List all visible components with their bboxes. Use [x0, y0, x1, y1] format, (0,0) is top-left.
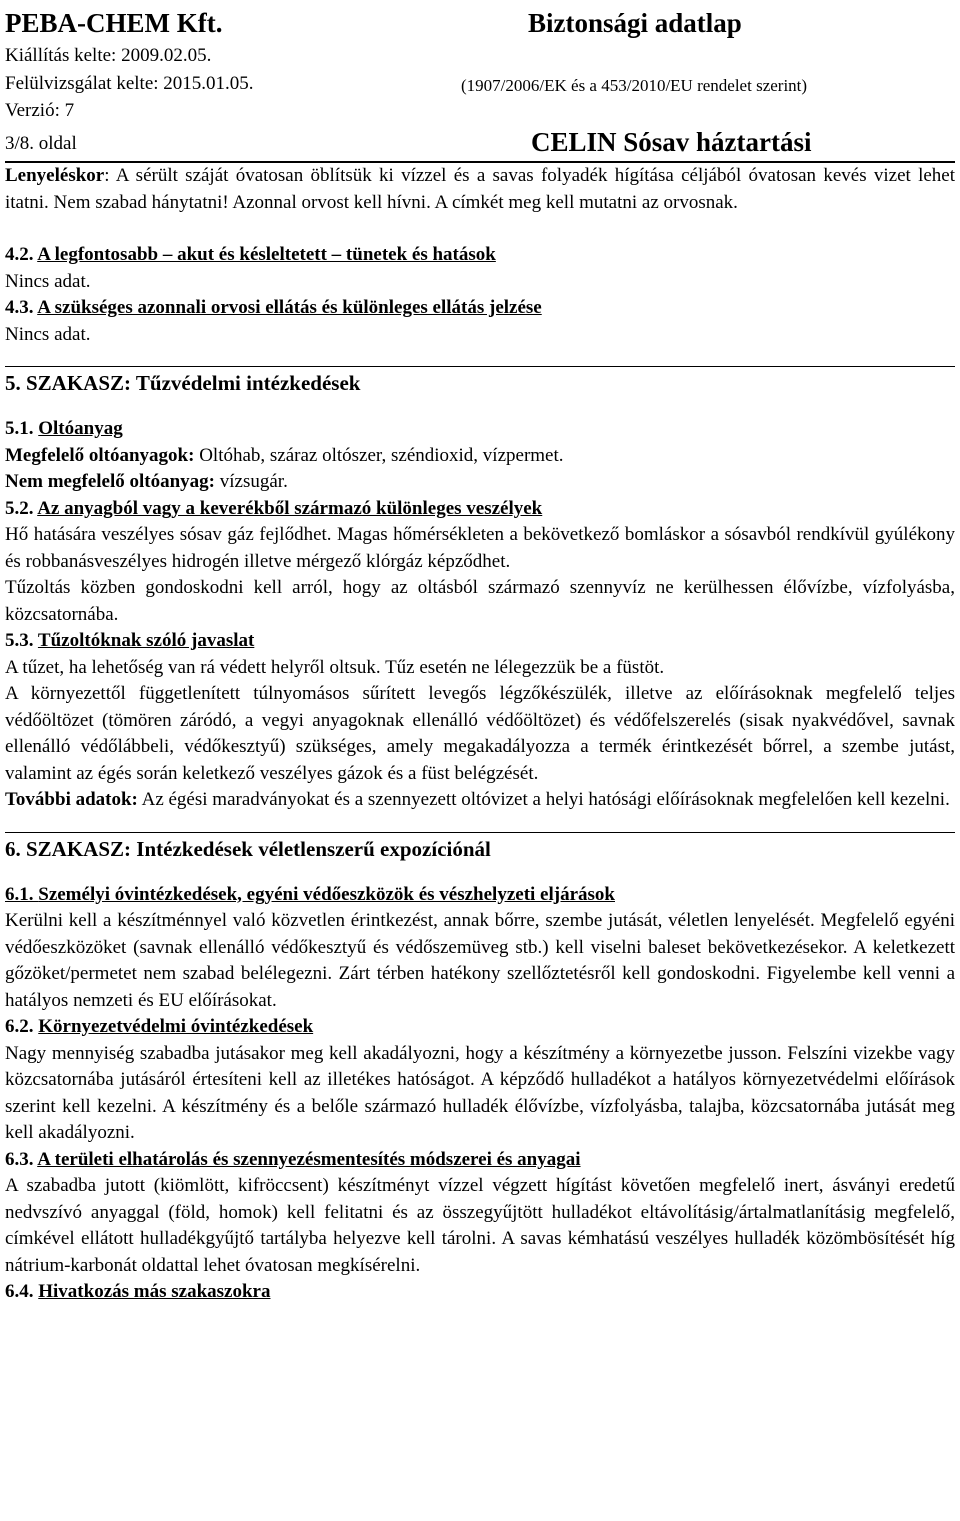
subsection-5-2-heading — [5, 496, 955, 523]
subsection-title: A szükséges azonnali orvosi ellátás és különleges ellátás jelzése — [37, 297, 542, 318]
subsection-title: Személyi óvintézkedések, egyéni védőeszközök és vészhelyzeti eljárások — [38, 883, 615, 905]
subsection-4-2-text: Nincs adat. — [5, 270, 91, 292]
revision-date: Felülvizsgálat kelte: 2015.01.05. — [5, 73, 254, 94]
subsection-6-3-heading — [5, 1147, 955, 1174]
subsection-5-3-text-2: A környezettől függetlenített túlnyomásos sűrített levegős légzőkészülék, illetve az előírásoknak megfelelő teljes védőöltözet (tömören záródó, a vegyi anyagoknak ellenálló védőöltözet) és védőfelszerelés (sisak nyakvédővel, savnak ellenálló védőlábbeli, védőkesztyű) szükséges, amely megakadályozza a termék érintkezését bőrrel, a szembe jutást, valamint az égés során keletkező veszélyes gázok és a füst belégzését. — [5, 683, 955, 784]
document-title: Biztonsági adatlap — [528, 8, 742, 38]
further-information — [5, 787, 955, 814]
subsection-number: 5.2. — [5, 497, 34, 519]
section-6-title: 6. SZAKASZ: Intézkedések véletlenszerű expozíciónál — [5, 836, 491, 861]
subsection-number: 6.4. — [5, 1281, 34, 1302]
subsection-number: 5.1. — [5, 418, 34, 439]
document-body — [5, 163, 955, 1306]
ingestion-paragraph — [5, 163, 955, 216]
page-header — [5, 0, 955, 160]
ingestion-label: Lenyeléskor — [5, 165, 105, 186]
company-name: PEBA-CHEM Kft. — [5, 8, 223, 38]
document-page — [5, 0, 955, 1302]
subsection-4-3-text: Nincs adat. — [5, 323, 91, 345]
subsection-number: 4.3. — [5, 297, 34, 318]
issue-date: Kiállítás kelte: 2009.02.05. — [5, 45, 212, 66]
suitable-media-label: Megfelelő oltóanyagok: — [5, 444, 195, 466]
subsection-title: A területi elhatárolás és szennyezésmentesítés módszerei és anyagai — [37, 1148, 581, 1170]
subsection-6-1-heading — [5, 882, 955, 909]
subsection-5-3-heading — [5, 628, 955, 655]
regulation-note: (1907/2006/EK és a 453/2010/EU rendelet szerint) — [461, 76, 808, 95]
suitable-media-text: Oltóhab, száraz oltószer, széndioxid, vízpermet. — [194, 444, 564, 466]
subsection-title: Az anyagból vagy a keverékből származó különleges veszélyek — [37, 497, 543, 519]
subsection-6-3-text: A szabadba jutott (kiömlött, kifröccsent) készítményt vízzel végzett hígítást követően megfelelő inert, ásványi eredetű nedvszívó anyaggal (föld, homok) kell felitatni és az összegyűjtött hulladékot eltávolításig/ártalmatlanításig megfelelő, címkével ellátott hulladékgyűjtő tartályba helyezve kell tárolni. A savas kémhatású veszélyes hulladék közömbösítését híg nátrium-karbonát oldattal lehet óvatosan megkísérelni. — [5, 1175, 955, 1276]
subsection-number: 6.3. — [5, 1148, 34, 1170]
subsection-4-2-heading — [5, 242, 955, 269]
subsection-number: 6.1. — [5, 883, 34, 905]
subsection-number: 4.2. — [5, 244, 34, 265]
section-5-title: 5. SZAKASZ: Tűzvédelmi intézkedések — [5, 371, 361, 395]
subsection-title: A legfontosabb – akut és késleltetett – tünetek és hatások — [37, 244, 496, 265]
subsection-5-2-text-1: Hő hatására veszélyes sósav gáz fejlődhet. Magas hőmérsékleten a bekövetkező bomláskor a sósavból rendkívül gyúlékony és robbanásveszélyes hidrogén illetve mérgező klórgáz képződhet. — [5, 524, 955, 572]
subsection-6-2-text: Nagy mennyiség szabadba jutásakor meg kell akadályozni, hogy a készítmény a környezetbe jusson. Felszíni vizekbe vagy közcsatornába jutásáról értesíteni kell az illetékes hatóságot. A képződő hulladékot a hatályos környezetvédelmi előírások szerint kell kezelni. A készítmény és a belőle származó hulladék élővízbe, vízfolyásba, talajba, közcsatornába jutását meg kell akadályozni. — [5, 1042, 955, 1143]
subsection-6-4-heading — [5, 1279, 955, 1306]
subsection-6-2-heading — [5, 1014, 955, 1041]
subsection-6-1-text: Kerülni kell a készítménnyel való közvetlen érintkezést, annak bőrre, szembe jutását, véletlen lenyelését. Megfelelő egyéni védőeszközöket (savnak ellenálló védőkesztyű és védőszemüveg stb.) kell viselni baleset bekövetkezésekor. A keletkezett gőzöket/permetet nem szabad belélegezni. Zárt térben hatékony szellőztetésről kell gondoskodni. Figyelembe kell venni a hatályos nemzeti és EU előírásokat. — [5, 910, 955, 1011]
product-name: CELIN Sósav háztartási — [531, 127, 812, 157]
subsection-5-3-text-1: A tűzet, ha lehetőség van rá védett helyről oltsuk. Tűz esetén ne lélegezzük be a füstöt. — [5, 656, 665, 678]
subsection-number: 6.2. — [5, 1016, 34, 1037]
subsection-5-2-text-2: Tűzoltás közben gondoskodni kell arról, hogy az oltásból származó szennyvíz ne kerülhessen élővízbe, vízfolyásba, közcsatornába. — [5, 577, 955, 625]
suitable-media — [5, 443, 955, 470]
subsection-4-3-heading — [5, 295, 955, 322]
unsuitable-media — [5, 469, 955, 496]
ingestion-text: : A sérült száját óvatosan öblítsük ki vízzel és a savas folyadék hígítása céljából óvatosan kevés vizet lehet itatni. Nem szabad hánytatni! Azonnal orvost kell hívni. A címkét meg kell mutatni az orvosnak. — [5, 165, 955, 213]
page-number: 3/8. oldal — [5, 133, 77, 154]
version: Verzió: 7 — [5, 100, 75, 121]
section-5-divider — [5, 366, 955, 367]
subsection-5-1-heading — [5, 416, 955, 443]
subsection-number: 5.3. — [5, 630, 34, 651]
unsuitable-media-label: Nem megfelelő oltóanyag: — [5, 471, 215, 492]
subsection-title: Tűzoltóknak szóló javaslat — [37, 630, 255, 651]
subsection-title: Oltóanyag — [38, 418, 123, 439]
section-6-divider — [5, 832, 955, 833]
unsuitable-media-text: vízsugár. — [215, 471, 288, 492]
further-information-text: Az égési maradványokat és a szennyezett oltóvizet a helyi hatósági előírásoknak megfelelően kell kezelni. — [137, 789, 950, 810]
subsection-title: Hivatkozás más szakaszokra — [38, 1281, 271, 1302]
further-information-label: További adatok: — [5, 789, 138, 810]
subsection-title: Környezetvédelmi óvintézkedések — [38, 1016, 314, 1037]
